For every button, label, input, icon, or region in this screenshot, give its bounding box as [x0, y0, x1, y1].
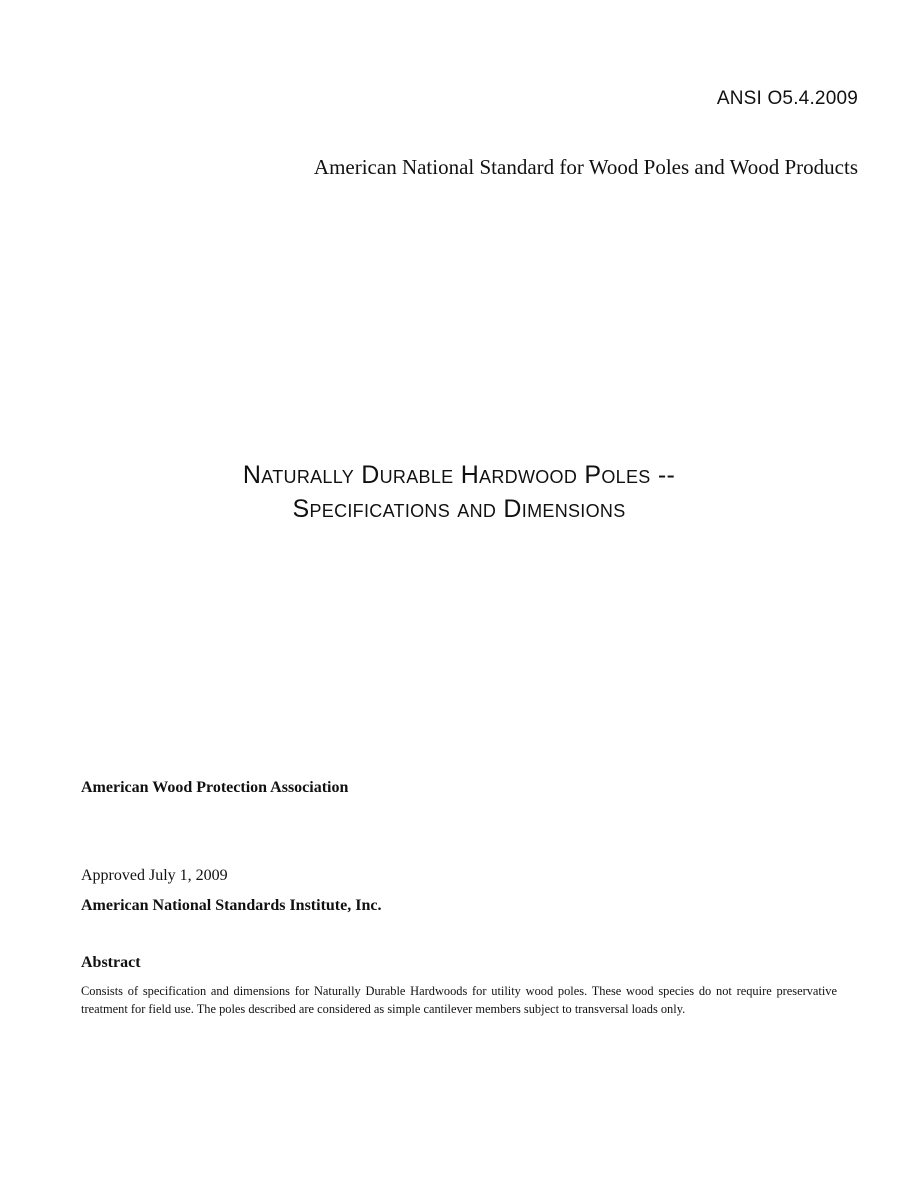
- approving-institute: American National Standards Institute, Inc.: [81, 897, 382, 914]
- organization-name: American Wood Protection Association: [81, 779, 349, 796]
- standard-number: ANSI O5.4.2009: [716, 88, 858, 109]
- standard-series-title: American National Standard for Wood Poles and Wood Products: [313, 155, 858, 179]
- abstract-heading: Abstract: [81, 954, 141, 971]
- approval-date: Approved July 1, 2009: [81, 867, 228, 884]
- document-title-line-1: Naturally Durable Hardwood Poles --: [242, 461, 676, 489]
- document-title-line-2: Specifications and Dimensions: [292, 495, 626, 523]
- document-title: [0, 458, 918, 526]
- abstract-body: Consists of specification and dimensions for Naturally Durable Hardwoods for utility wood poles. These wood species do not require preservative treatment for field use. The poles described are considered as simple cantilever members subject to transversal loads only.: [81, 984, 837, 1016]
